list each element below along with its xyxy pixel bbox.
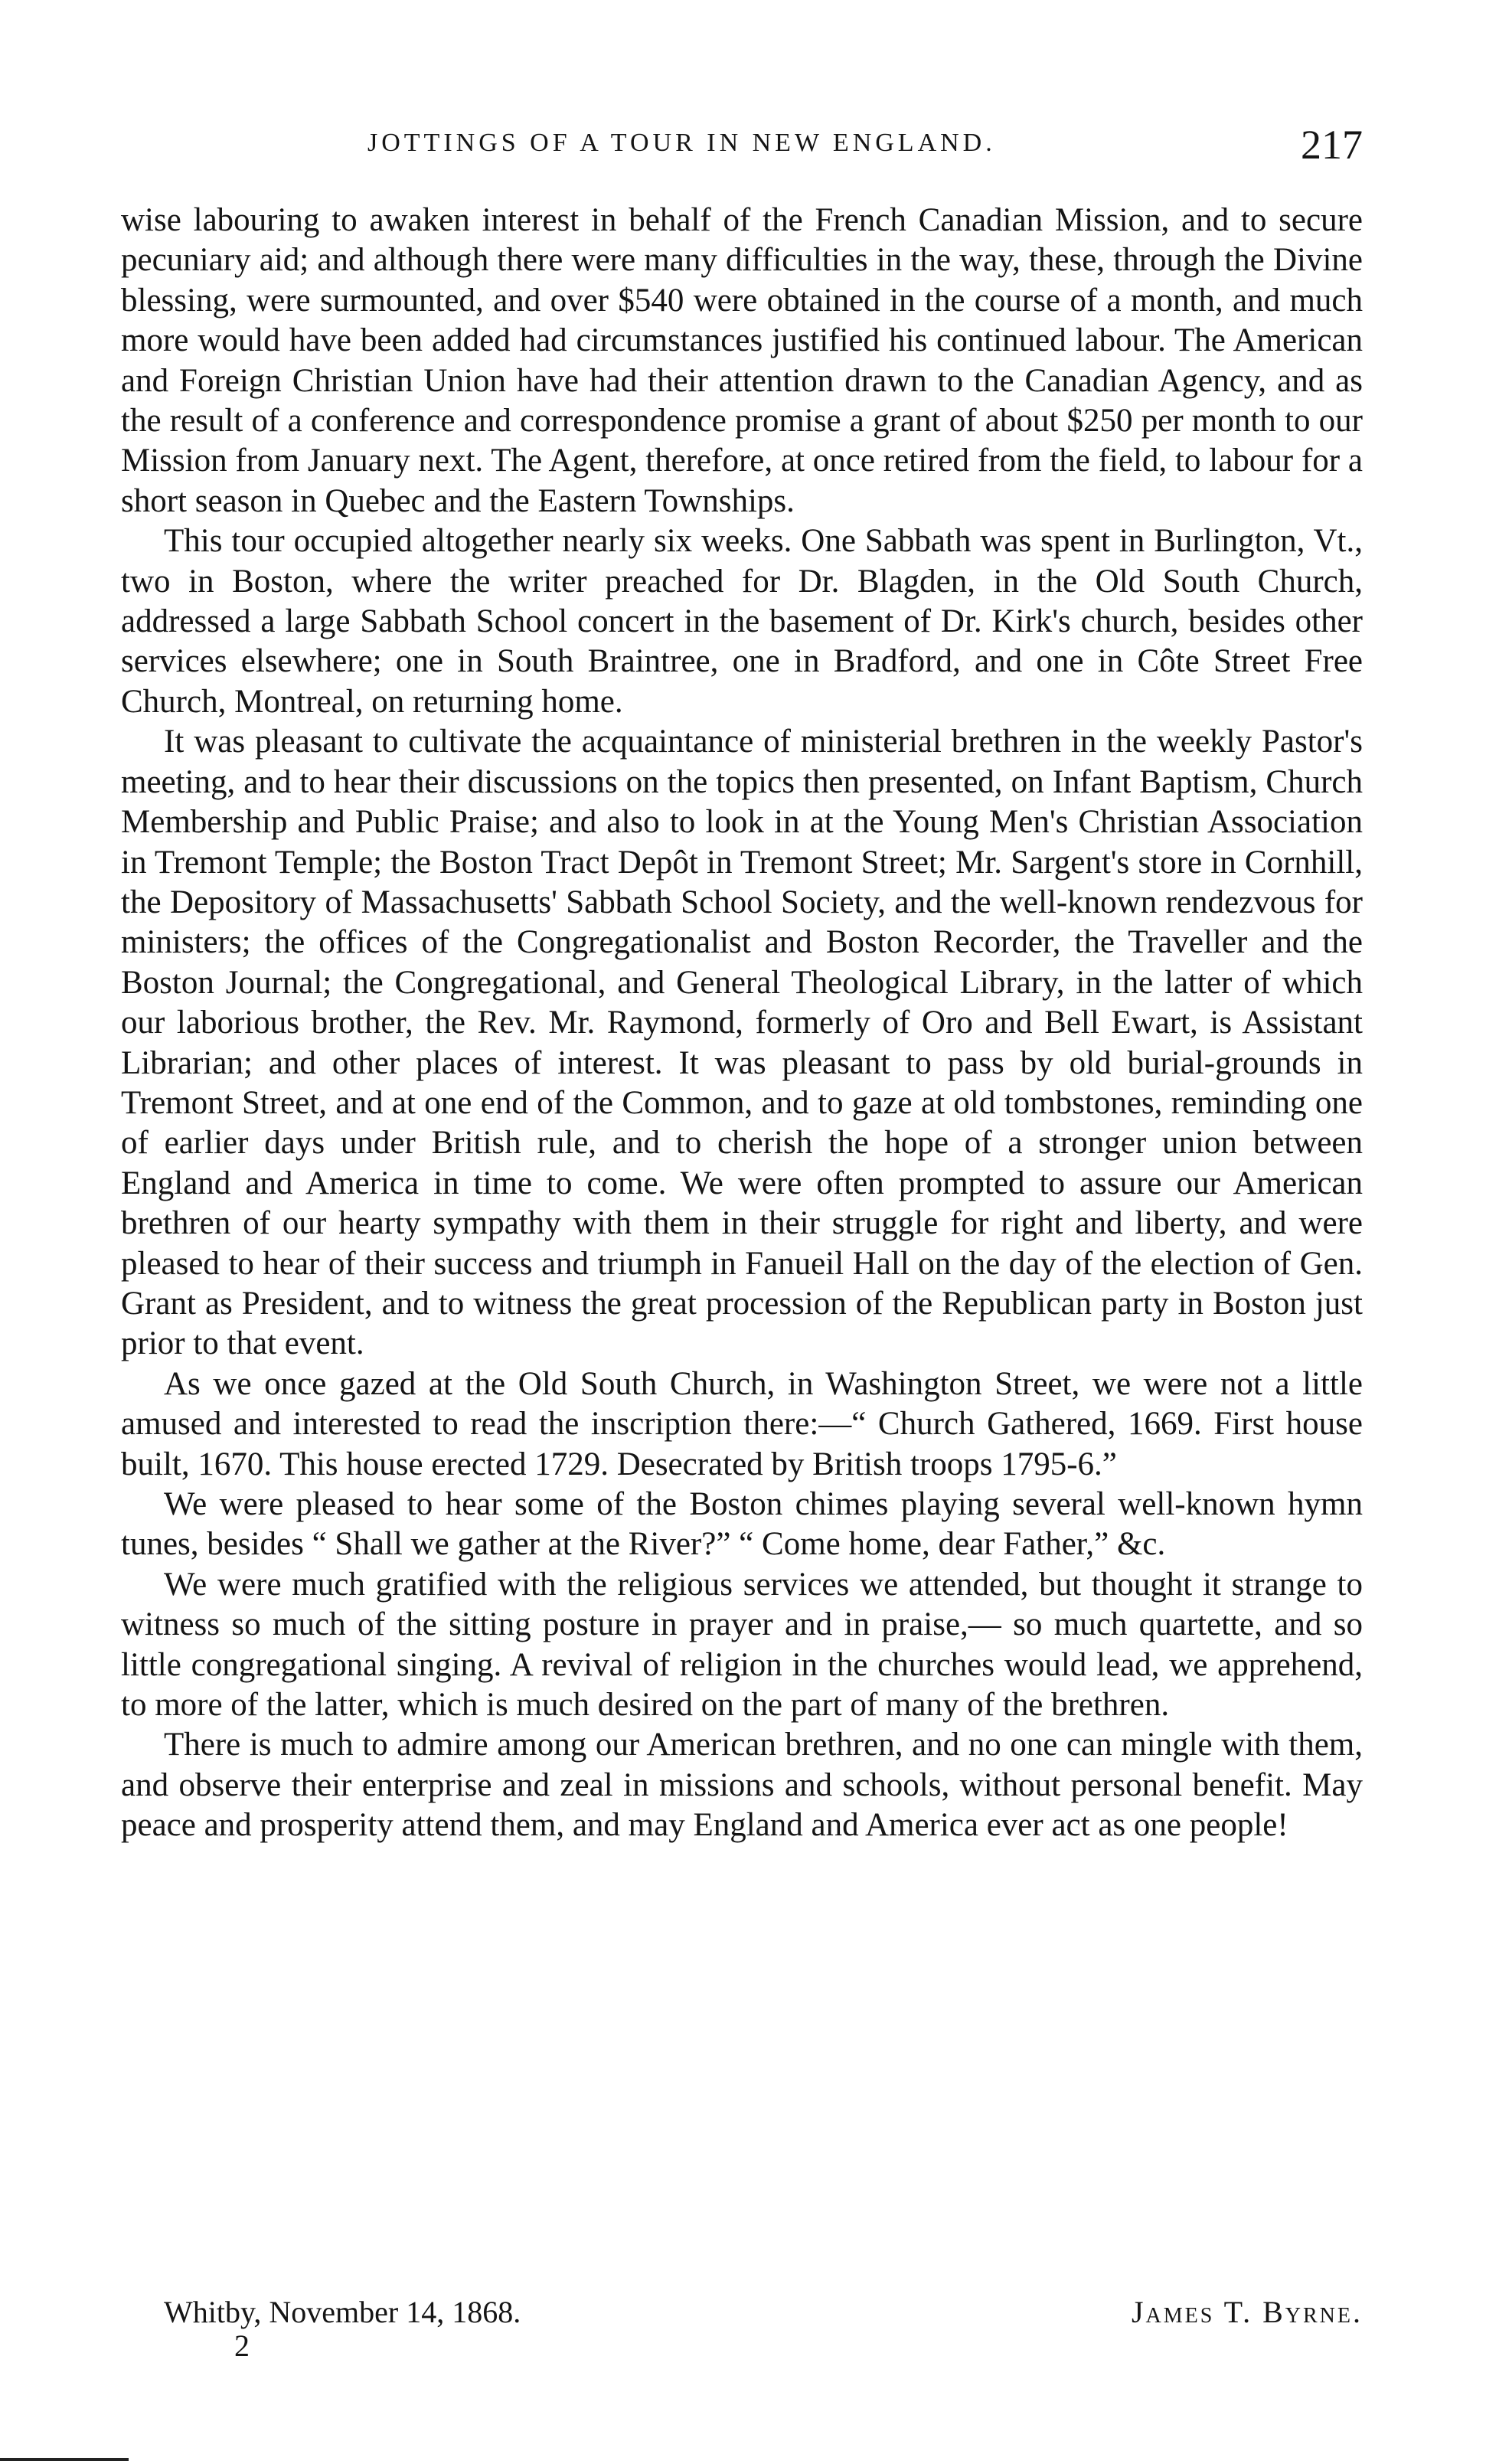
place-and-date: Whitby, November 14, 1868.	[164, 2295, 521, 2329]
paragraph-boston-chimes: We were pleased to hear some of the Boston chimes playing several well-known hymn tunes, besides “ Shall we gather at the River?” “ Come home, dear Father,” &c.	[121, 1486, 1363, 1563]
paragraph-closing: There is much to admire among our American brethren, and no one can mingle with them, and observe their enterprise and zeal in missions and schools, without personal benefit. May peace and prosperity attend them, and may England and America ever act as one people!	[121, 1727, 1363, 1844]
bottom-edge-rule	[0, 2458, 129, 2461]
paragraph-tour-sabbaths: This tour occupied altogether nearly six weeks. One Sabbath was spent in Burlington, Vt., two in Boston, where the writer preached for Dr. Blagden, in the Old South Church, addressed a large Sabbath School concert in the basement of Dr. Kirk's church, besides other services elsewhere; one in South Braintree, one in Bradford, and one in Côte Street Free Church, Montreal, on returning home.	[121, 523, 1363, 720]
running-title: JOTTINGS OF A TOUR IN NEW ENGLAND.	[367, 129, 996, 157]
signature-mark: 2	[234, 2328, 250, 2363]
paragraph-continued: wise labouring to awaken interest in behalf of the French Canadian Mission, and to secure pecuniary aid; and although there were many difficulties in the way, these, through the Divine blessing, were surmounted, and over $540 were obtained in the course of a month, and much more would have been added had circumstances justified his continued labour. The American and Foreign Christian Union have had their attention drawn to the Canadian Agency, and as the result of a conference and correspondence promise a grant of about $250 per month to our Mission from January next. The Agent, therefore, at once retired from the field, to labour for a short season in Quebec and the Eastern Townships.	[121, 202, 1363, 519]
article-body	[121, 201, 1363, 1846]
paragraph-religious-services: We were much gratified with the religious services we attended, but thought it strange to witness so much of the sitting posture in prayer and in praise,— so much quartette, and so little congregational singing. A revival of religion in the churches would lead, we apprehend, to more of the latter, which is much desired on the part of many of the brethren.	[121, 1566, 1363, 1724]
running-header	[122, 121, 1363, 175]
signature-line	[164, 2294, 1363, 2340]
paragraph-old-south-inscription: As we once gazed at the Old South Church, in Washington Street, we were not a little amused and interested to read the inscription there:—“ Church Gathered, 1669. First house built, 1670. This house erected 1729. Desecrated by British troops 1795-6.”	[121, 1365, 1363, 1482]
page-number: 217	[1301, 122, 1363, 168]
paragraph-boston-visits: It was pleasant to cultivate the acquaintance of ministerial brethren in the weekly Pastor's meeting, and to hear their discussions on the topics then presented, on Infant Baptism, Church Membership and Public Praise; and also to look in at the Young Men's Christian Association in Tremont Temple; the Boston Tract Depôt in Tremont Street; Mr. Sargent's store in Cornhill, the Depository of Massachusetts' Sabbath School Society, and the well-known rendezvous for ministers; the offices of the Congregationalist and Boston Recorder, the Traveller and the Boston Journal; the Congregational, and General Theological Library, in the latter of which our laborious brother, the Rev. Mr. Raymond, formerly of Oro and Bell Ewart, is Assistant Librarian; and other places of interest. It was pleasant to pass by old burial-grounds in Tremont Street, and at one end of the Common, and to gaze at old tombstones, reminding one of earlier days under British rule, and to cherish the hope of a stronger union between England and America in time to come. We were often prompted to assure our American brethren of our hearty sympathy with them in their struggle for right and liberty, and were pleased to hear of their success and triumph in Fanueil Hall on the day of the election of Gen. Grant as President, and to witness the great procession of the Republican party in Boston just prior to that event.	[121, 724, 1363, 1362]
author-name: James T. Byrne.	[1131, 2295, 1363, 2329]
